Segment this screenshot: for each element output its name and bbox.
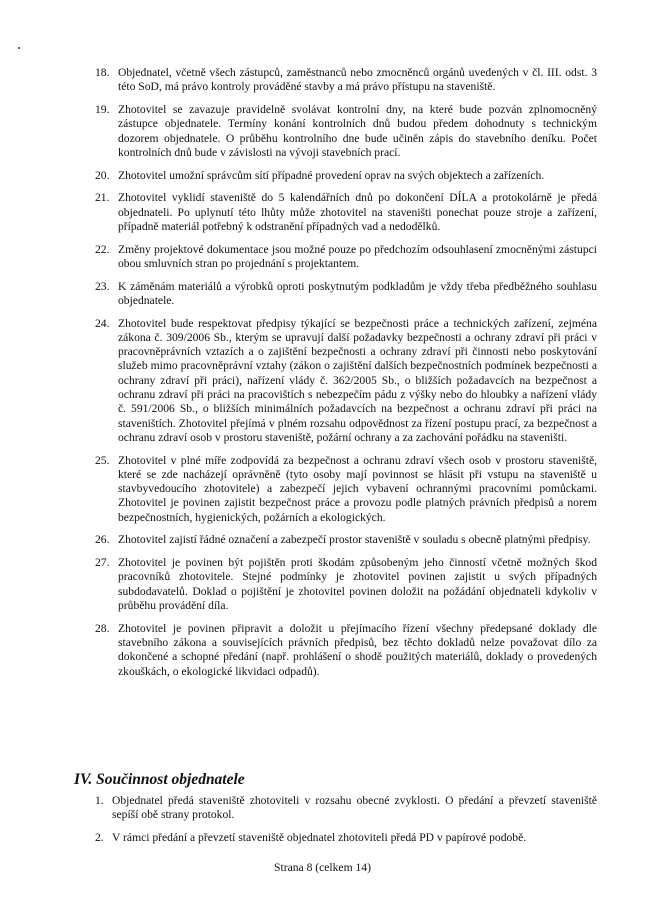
list-item [0, 622, 645, 679]
scan-speck [18, 47, 20, 49]
item-number: 24. [95, 316, 110, 330]
list-item [0, 66, 645, 95]
item-number: 19. [95, 102, 110, 116]
list-item [0, 533, 645, 547]
list-item [0, 454, 645, 525]
item-text: Zhotovitel v plné míře zodpovídá za bezpečnost a ochranu zdraví všech osob v prostoru staveniště, které se zde nacházejí oprávněně (tyto osoby mají povinnost se hlásit při vstupu na staveniště u stavbyvedoucího zhotovitele) a zabezpečí jejich vybavení ochrannými pracovními pomůckami. Zhotovitel je povinen zajistit bezpečnost práce a provozu podle platných právních předpisů a norem bezpečnostních, hygienických, požárních a ekologických. [118, 453, 597, 524]
item-text: Zhotovitel zajistí řádné označení a zabezpečí prostor staveniště v souladu s obecně platnými předpisy. [118, 533, 591, 547]
list-item [0, 831, 645, 845]
item-text: Objednatel předá staveniště zhotoviteli v rozsahu obecné zvyklosti. O předání a převzetí staveniště sepíší obě strany protokol. [112, 794, 597, 822]
list-item [0, 103, 645, 160]
item-text: Zhotovitel je povinen být pojištěn proti škodám způsobeným jeho činností včetně možných škod pracovníků zhotovitele. Stejné podmínky je zhotovitel povinen zajistit u svých případných subdodavatelů. Doklad o pojištění je zhotovitel povinen doložit na požádání objednateli kdykoliv v průběhu provádění díla. [118, 556, 597, 613]
item-text: Zhotovitel vyklidí staveniště do 5 kalendářních dnů po dokončení DÍLA a protokolárně je předá objednateli. Po uplynutí této lhůty může zhotovitel na staveništi ponechat pouze stroje a zařízení, případně materiál potřebný k odstranění případných vad a nedodělků. [118, 191, 597, 233]
item-text: Zhotovitel je povinen připravit a doložit u přejímacího řízení všechny předepsané doklady dle stavebního zákona a souvisejících právních předpisů, bez těchto dokladů nelze považovat dílo za dokončené a schopné předání (např. prohlášení o shodě použitých materiálů, doklady o provedených zkouškách, o ekologické likvidaci odpadů). [118, 621, 597, 678]
item-text: Změny projektové dokumentace jsou možné pouze po předchozím odsouhlasení zmocněnými zástupci obou smluvních stran po projednání s projektantem. [118, 242, 597, 270]
item-text: V rámci předání a převzetí staveniště objednatel zhotoviteli předá PD v papírové podobě. [112, 830, 527, 844]
item-number: 1. [95, 794, 104, 807]
list-item [0, 280, 645, 309]
item-text: Zhotovitel se zavazuje pravidelně svolávat kontrolní dny, na které bude pozván zplnomocněný zástupce objednatele. Termíny konání kontrolních dnů budou předem dohodnuty s technickým dozorem objednatele. O průběhu kontrolního dne bude učiněn zápis do stavebního deníku. Počet kontrolních dnů bude v závislosti na vývoji stavebních prací. [118, 102, 597, 159]
list-item [0, 191, 645, 234]
list-item [0, 169, 645, 183]
item-number: 28. [95, 621, 110, 635]
section-list [0, 794, 645, 853]
item-text: K záměnám materiálů a výrobků oproti poskytnutým podkladům je vždy třeba předběžného souhlasu objednatele. [118, 279, 597, 307]
section-heading: IV. Součinnost objednatele [74, 771, 245, 788]
list-item [0, 317, 645, 446]
item-number: 25. [95, 453, 110, 467]
item-number: 2. [95, 830, 104, 844]
item-text: Zhotovitel umožní správcům sítí případné provedení oprav na svých objektech a zařízeních. [118, 168, 545, 182]
item-number: 20. [95, 168, 110, 182]
item-number: 27. [95, 556, 110, 570]
item-number: 22. [95, 242, 110, 256]
item-number: 18. [95, 66, 110, 79]
item-text: Objednatel, včetně všech zástupců, zaměstnanců nebo zmocněnců orgánů uvedených v čl. III. odst. 3 této SoD, má právo kontroly prováděné stavby a má právo přístupu na staveniště. [118, 66, 597, 94]
item-number: 21. [95, 191, 110, 205]
item-number: 26. [95, 533, 110, 547]
item-number: 23. [95, 279, 110, 293]
list-item [0, 794, 645, 823]
list-item [0, 556, 645, 613]
page-footer: Strana 8 (celkem 14) [274, 861, 371, 874]
list-item [0, 243, 645, 272]
item-text: Zhotovitel bude respektovat předpisy týkající se bezpečnosti práce a technických zařízení, zejména zákona č. 309/2006 Sb., kterým se upravují další požadavky bezpečnosti a ochrany zdraví při práci v pracovněprávních vztazích a o zajištění bezpečnosti a ochrany zdraví při činnosti nebo poskytování služeb mimo pracovněprávní vztahy (zákon o zajištění dalších bezpečnostních podmínek bezpečnosti a ochrany zdraví při práci), nařízení vlády č. 362/2005 Sb., o bližších požadavcích na bezpečnost a ochranu zdraví při práci na pracovištích s nebezpečím pádu z výšky nebo do hloubky a nařízení vlády č. 591/2006 Sb., o bližších minimálních požadavcích na bezpečnost a ochranu zdraví při práci na staveništích. Zhotovitel přejímá v plném rozsahu odpovědnost za řízení postupu prací, za bezpečnost a ochranu zdraví osob v prostoru staveniště, požární ochrany a za zachování pořádku na staveništi. [118, 316, 597, 444]
numbered-list [0, 66, 645, 687]
